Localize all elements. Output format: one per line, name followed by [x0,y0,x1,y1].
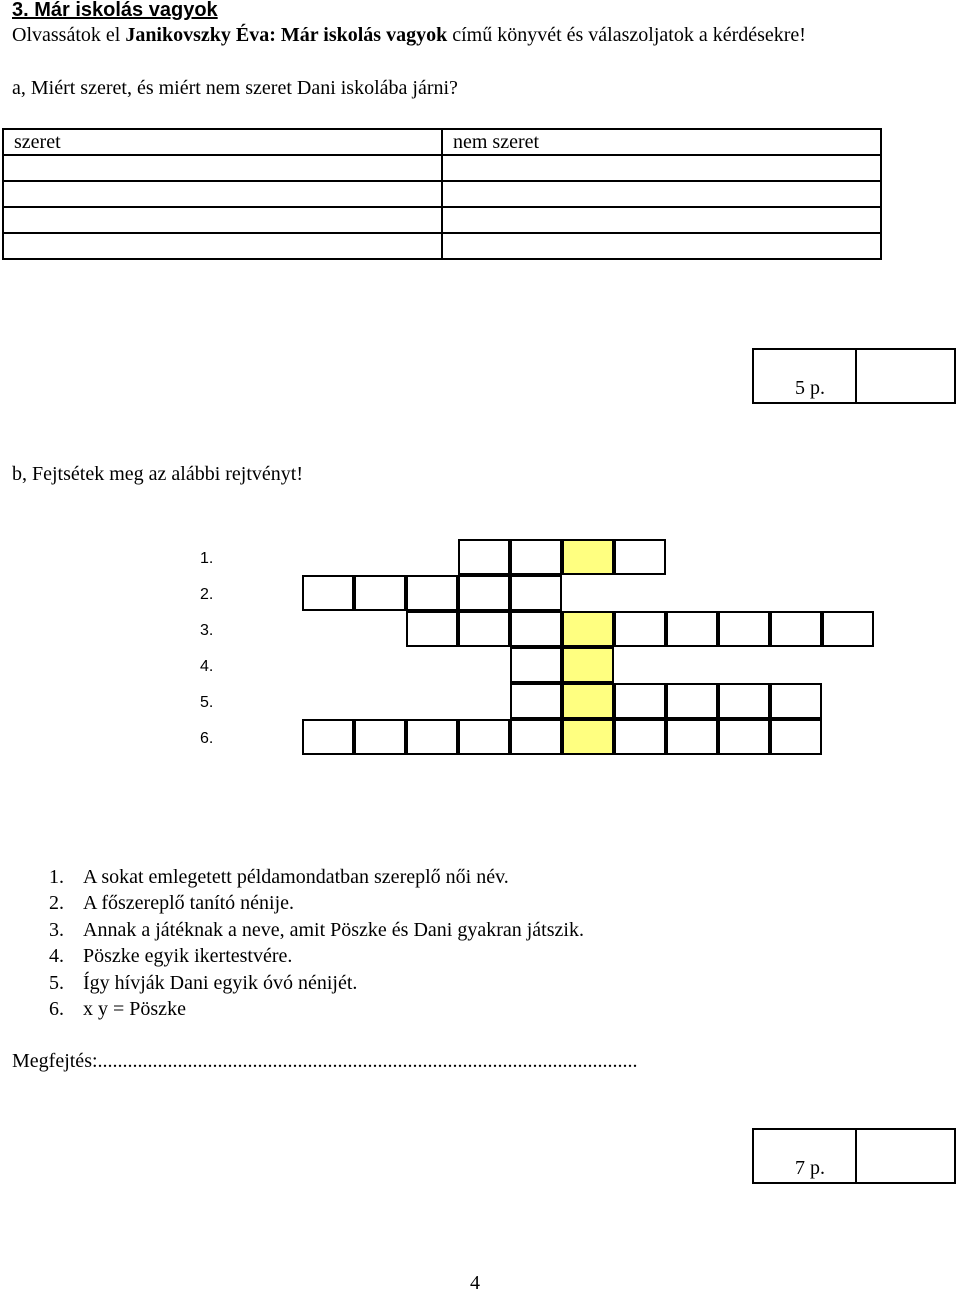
answer-cell[interactable] [3,155,442,181]
crossword-cell[interactable] [770,611,822,647]
crossword-solution-cell[interactable] [562,611,614,647]
clue-number: 2. [49,892,64,915]
crossword-cell[interactable] [458,539,510,575]
row-number: 3. [200,622,214,639]
score-box-b [752,1128,956,1184]
clue-text: A sokat emlegetett példamondatban szereplő női név. [83,866,509,888]
clue-number: 3. [49,918,64,941]
crossword-cell[interactable] [406,575,458,611]
crossword-cell[interactable] [666,611,718,647]
crossword-cell[interactable] [354,719,406,755]
crossword-solution-cell[interactable] [562,719,614,755]
solution-line[interactable]: Megfejtés:............................................................................................................ [12,1050,638,1072]
crossword-cell[interactable] [666,719,718,755]
crossword-cell[interactable] [302,719,354,755]
crossword-solution-cell[interactable] [562,683,614,719]
crossword-cell[interactable] [458,611,510,647]
clue-text: Így hívják Dani egyik óvó nénijét. [83,971,358,994]
clue-item [49,996,584,1022]
answer-table [2,128,882,260]
crossword-cell[interactable] [302,575,354,611]
crossword-cell[interactable] [614,539,666,575]
crossword-cell[interactable] [406,611,458,647]
crossword-cell[interactable] [822,611,874,647]
clue-item [49,970,584,996]
crossword-cell[interactable] [406,719,458,755]
row-number: 1. [200,550,214,567]
book-title: Janikovszky Éva: Már iskolás vagyok [125,24,448,46]
row-number: 5. [200,694,214,711]
row-number: 4. [200,658,214,675]
crossword-cell[interactable] [458,575,510,611]
crossword-cell[interactable] [510,611,562,647]
score-box-divider [855,350,857,402]
answer-cell[interactable] [442,233,881,259]
clue-text: A főszereplő tanító nénije. [83,892,295,915]
crossword-cell[interactable] [510,539,562,575]
answer-cell[interactable] [3,181,442,207]
crossword-cell[interactable] [718,719,770,755]
column-header-likes: szeret [3,129,442,155]
clue-number: 6. [49,998,64,1021]
crossword-cell[interactable] [354,575,406,611]
score-points-b: 7 p. [795,1157,825,1179]
question-b: b, Fejtsétek meg az alábbi rejtvényt! [12,463,304,485]
clue-item [49,864,584,890]
table-row [3,207,881,233]
crossword-cell[interactable] [510,647,562,683]
crossword-cell[interactable] [458,719,510,755]
intro-post: című könyvét és válaszoljatok a kérdésekre! [447,24,806,46]
clue-text: Annak a játéknak a neve, amit Pöszke és Dani gyakran játszik. [83,918,584,941]
table-header-row [3,129,881,155]
table-row [3,233,881,259]
row-number: 2. [200,586,214,603]
crossword-cell[interactable] [510,683,562,719]
clue-text: Pöszke egyik ikertestvére. [83,945,293,968]
crossword-cell[interactable] [510,575,562,611]
row-number: 6. [200,730,214,747]
score-box-divider [855,1130,857,1182]
answer-cell[interactable] [442,155,881,181]
answer-cell[interactable] [3,207,442,233]
score-points-a: 5 p. [795,377,825,399]
crossword-cell[interactable] [614,719,666,755]
crossword-cell[interactable] [614,683,666,719]
table-row [3,181,881,207]
clue-item [49,917,584,943]
crossword-cell[interactable] [770,719,822,755]
clue-item [49,943,584,969]
question-a: a, Miért szeret, és miért nem szeret Dani iskolába járni? [12,77,458,99]
crossword-cell[interactable] [510,719,562,755]
answer-cell[interactable] [3,233,442,259]
crossword-cell[interactable] [770,683,822,719]
crossword-solution-cell[interactable] [562,539,614,575]
crossword-cell[interactable] [666,683,718,719]
score-box-a [752,348,956,404]
page-number: 4 [470,1272,480,1294]
intro-text [12,24,806,47]
column-header-dislikes: nem szeret [442,129,881,155]
crossword-cell[interactable] [718,683,770,719]
table-row [3,155,881,181]
clue-list [49,864,584,1022]
answer-cell[interactable] [442,181,881,207]
clue-text: x y = Pöszke [83,998,186,1021]
section-title: 3. Már iskolás vagyok [12,0,218,21]
clue-number: 1. [49,866,64,888]
clue-number: 4. [49,945,64,968]
crossword-cell[interactable] [718,611,770,647]
clue-item [49,890,584,916]
crossword-solution-cell[interactable] [562,647,614,683]
answer-cell[interactable] [442,207,881,233]
clue-number: 5. [49,971,64,994]
crossword-cell[interactable] [614,611,666,647]
intro-pre: Olvassátok el [12,24,126,46]
